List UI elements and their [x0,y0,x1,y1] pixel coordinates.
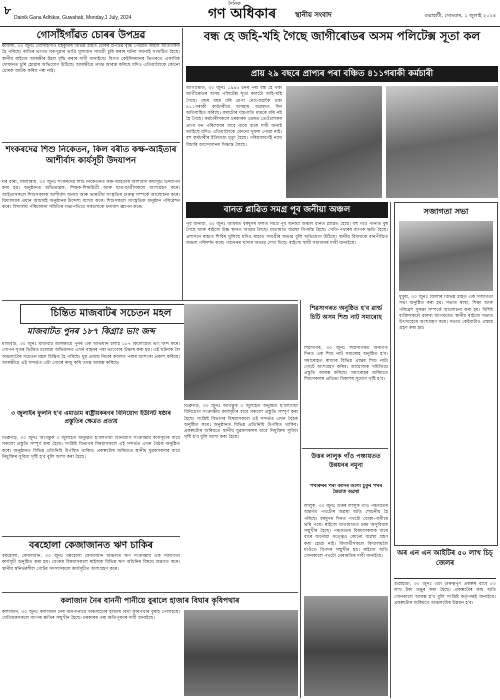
mill-photo-1 [286,86,382,198]
article-3-headline: চিন্তিত মাজবাটৰ সচেতন মহল [20,304,202,324]
article-9-body: শিৱসাগৰ, ৩০ জুনঃ শিৱসাগৰত অনাগত দিনত এক শিশু নাট সমাৰোহ অনুষ্ঠিত হ'ব। সমাৰোহত ৰাজ্যৰ বিভিন্ন প্ৰান্তৰ শিশু নাট্য গোটে অংশগ্ৰহণ কৰিব। আয়োজক সমিতিয়ে প্ৰস্তুতি আৰম্ভ কৰিছে। সমাৰোহৰ জৰিয়তে শিশুসকলৰ প্ৰতিভা বিকাশৰ সুযোগ সৃষ্টি হ'ব। [304,346,388,383]
meeting-photo [399,221,493,291]
flood-field-photo [184,610,298,696]
masthead-small: দৈনিক [228,1,241,7]
article-8-body: পূব জনীয়া, ৩০ জুনঃ অবিৰত বৰষুণৰ ফলত সমগ্ৰ পূব জনীয়া অঞ্চল বানত প্লাৱিত হৈছে। বহু গাঁও পানীত বুৰ গৈছে আৰু ৰাইজে উচ্চ স্থানত আশ্ৰয় লৈছে। যাতায়াত ব্যৱস্থা বিপৰ্যস্ত হৈছে। খেতি-পথাৰৰ ব্যাপক ক্ষতি হৈছে। প্ৰশাসনে ৰাহাত শিবিৰ খুলিছে যদিও ৰাহাত সামগ্ৰীৰ অভাৱ বুলি অভিযোগ উঠিছে। স্থানীয় বিধায়কে বানপীড়িত অঞ্চল পৰিদৰ্শন কৰে। পশুধনৰ খাদ্যৰ অভাৱ দেখা দিছে। ৰাইজে স্থায়ী সমাধানৰ দাবী জনাইছে। [186,222,388,246]
road-photo [304,596,388,696]
article-6-body: কলাজান, ৩০ জুনঃ কলাজান নৈৰ বানপানীয়ে অঞ্চলটোৰ হাজাৰ বিঘা কৃষিপথাৰ বুৰাই পেলাইছে। খেতিয়কসকলে ব্যাপক ক্ষতিৰ সন্মুখীন হৈছে। চৰকাৰৰ পৰা ক্ষতিপূৰণৰ দাবী জনাইছে। [2,610,180,622]
english-dateline: Dainik Gana Adhikar, Guwahati, Monday,1 July, 2024 [14,15,132,21]
article-4-body: ডিব্ৰুগড়, ৩০ জুনঃ আগন্তুক ৩ জুলাইত অনুষ্ঠিত হ'বলগীয়া বিনিয়োগ সংক্ৰান্তীয় কাৰ্যসূচীৰ বাবে সকলো প্ৰস্তুতি সম্পূৰ্ণ কৰা হৈছে। সংশ্লিষ্ট বিভাগৰ বিষয়াসকলে এই সন্দৰ্ভত এখন বৈঠক অনুষ্ঠিত কৰে। অনুষ্ঠানত বিভিন্ন প্ৰতিনিধি উপস্থিত থাকিব। প্ৰকল্পটোৰ জৰিয়তে স্থানীয় যুৱকসকলৰ বাবে নিযুক্তিৰ সুবিধা সৃষ্টি হ'ব বুলি আশা কৰা হৈছে। [2,436,180,460]
section-title: স্থানীয় সংবাদ [295,11,332,19]
article-8-headline: বানত প্লাৱিত সমগ্ৰ পূব জনীয়া অঞ্চল [186,202,388,218]
article-3-subhead: মাজবাটত পুনৰ ১৮৭ কিগ্ৰাঃ ভাং জব্দ [27,327,155,337]
assamese-date: গুৱাহাটী, সোমবাৰ, ১ জুলাই ২০২৪ [424,13,496,19]
article-7-headline: বন্ধ হে জহি-খহি গৈছে জাগীৰোডৰ অসম পলিটেক্স সূতা কল [203,29,481,43]
article-7-body: জাগীৰোড, ৩০ জুনঃ ১৯৯৫ চনৰ পৰা বন্ধ হৈ থকা জাগীৰোডৰ অসম পলিটেক্স সূতা কলটো জহি-খহি গৈছে। বছৰ বছৰ ধৰি প্ৰাপ্য নোপোৱাকৈ থকা ৪১১গৰাকী কৰ্মচাৰীয়ে অসহায় অৱস্থাত দিন অতিবাহিত কৰিছে। কলটোৰ যন্ত্ৰপাতি মামৰে ধৰি নষ্ট হৈ গৈছে। কৰ্মচাৰীসকলে চৰকাৰৰ ওচৰত তেওঁলোকৰ প্ৰাপ্য ধন পৰিশোধৰ বাবে বাৰে বাৰে দাবী জনাই আহিছে যদিও এতিয়ালৈকে কোনো সুফল পোৱা নাই। বহু কৰ্মচাৰীৰ ইতিমধ্যে মৃত্যু হৈছে। পৰিয়ালবৰ্গই ন্যায় বিচাৰি আন্দোলনৰ সিদ্ধান্ত লৈছে। [186,86,282,148]
article-6-headline: কলাজান নৈৰ বাননী পানীয়ে বুৰালে হাজাৰ বিঘাৰ কৃষিপথাৰ [60,596,240,605]
article-4-continued: ডিব্ৰুগড়, ৩০ জুনঃ আগন্তুক ৩ জুলাইত অনুষ্ঠিত হ'বলগীয়া বিনিয়োগ সংক্ৰান্তীয় কাৰ্যসূচীৰ বাবে সকলো প্ৰস্তুতি সম্পূৰ্ণ কৰা হৈছে। সংশ্লিষ্ট বিভাগৰ বিষয়াসকলে এই সন্দৰ্ভত এখন বৈঠক অনুষ্ঠিত কৰে। অনুষ্ঠানত বিভিন্ন প্ৰতিনিধি উপস্থিত থাকিব। প্ৰকল্পটোৰ জৰিয়তে স্থানীয় যুৱকসকলৰ বাবে নিযুক্তিৰ সুবিধা সৃষ্টি হ'ব বুলি আশা কৰা হৈছে। [184,404,298,441]
article-10-body: লালুক, ৩০ জুনঃ উত্তৰ লালুক গাঁও পঞ্চায়তৰ অন্তৰ্গত পথটোৰ অৱস্থা অতি শোচনীয় হৈ পৰিছে। বৰষুণৰ দিনত পথটো বোকা-পানীৰে ভৰি পৰে। ৰাইজে যাতায়াতত চৰম অসুবিধাৰ সন্মুখীন হৈছে। পঞ্চায়তৰ বিষয়াসকলক বাৰে বাৰে জনোৱা সত্ত্বেও কোনো ব্যৱস্থা গ্ৰহণ কৰা হোৱা নাই। বিদ্যাৰ্থীসকলে বিদ্যালয়লৈ যাওঁতে বিপদৰ সন্মুখীন হয়। ৰাইজে অতি সোনকালে পথটো মেৰামতিৰ দাবী জনাইছে। [304,504,388,560]
article-1-headline: গোসাঁইগাঁৱত চোৰৰ উপদ্ৰৱ [2,28,180,44]
article-7-banner: প্ৰায় ২৯ বছৰে প্ৰাপ্যৰ পৰা বঞ্চিত ৪১১গৰাকী কৰ্মচাৰী [186,66,498,82]
masthead-logo: গণ অধিকাৰ [208,6,277,22]
article-3-body: মাজবাট, ৩০ জুনঃ মাজবাট আৰক্ষীয়ে পুনৰ এক অভিযান চলাই ১৮৭ কিলোগ্ৰাম ভাং জব্দ কৰে। গোপন সূত্ৰৰ ভিত্তিত চলোৱা অভিযানত এখন বাহনৰ পৰা ভাংবোৰ উদ্ধাৰ কৰা হয়। এই ঘটনাক লৈ অঞ্চলটোৰ সচেতন মহল চিন্তিত হৈ পৰিছে। যুৱ প্ৰজন্ম নিচাৰ কবলত পৰাৰ আশংকা প্ৰকাশ কৰিছে। আৰক্ষীয়ে এই সন্দৰ্ভত এটা গোচৰ ৰুজু কৰি তদন্ত আৰম্ভ কৰিছে। [2,342,180,366]
article-11-body: ধুবুৰী, ৩০ জুনঃ জিলাৰ বিভিন্ন ঠাইত এক সজাগতা সভা অনুষ্ঠিত কৰা হয়। সভাত স্বাস্থ্য, শিক্ষা আৰু পৰিৱেশ সুৰক্ষা সম্পৰ্কে আলোচনা কৰা হয়। বিশিষ্ট ব্যক্তিসকলে বক্তব্য আগবঢ়ায়। স্থানীয় ৰাইজে সভাত উৎসাহেৰে অংশগ্ৰহণ কৰে। সভাত কেইবাটাও প্ৰস্তাৱ গ্ৰহণ কৰা হয়। [399,295,493,332]
article-10-subhead: পথাৰুৰৰ পৰা কাদিৰ আলী চুকুৰ পথৰ ভৈয়াত অৱস্থা [309,484,383,495]
article-1-body: কাৰ্বাৰী, ৩০ জুনঃ গোসাঁইগাঁও মহকুমাৰ বিভিন্ন ঠাইত চোৰৰ উপদ্ৰৱ বৃদ্ধি পোৱাত ৰাইজ আতংকিত হৈ পৰিছে। ৰাতিৰ ভাগত ঘৰ-দুৱাৰ ভাঙি মূল্যবান সামগ্ৰী চুৰি কৰাৰ ঘটনা সঘনাই সংঘটিত হৈছে। স্থানীয় ৰাইজে আৰক্ষীৰ টহল বৃদ্ধি কৰাৰ দাবী জনাইছে। বিগত কেইদিনমানৰ ভিতৰতে একাধিক দোকানত চুৰি হোৱাৰ অভিযোগ উঠিছে। আৰক্ষীয়ে তদন্ত আৰম্ভ কৰিছে যদিও এতিয়ালৈকে কোনো চোৰক আটক কৰিব পৰা নাই। [2,44,180,75]
article-9-headline: শিৱসাগৰত অনুষ্ঠিত হ'ব ৱাৰ্ল্ড চিটি অসম শিশু নাট সমাৰোহ [309,305,383,321]
page-header [0,0,500,27]
article-10-headline: উত্তৰ লালুক গাঁও পঞ্চায়তত উন্নয়নৰ নমুনা [311,453,381,469]
article-4-headline: ৩ জুলাইৰ ফুলনি হ'ব এমাডাম ৰাষ্ট্ৰীয়কৰণৰ বিনিয়োগ ইউনিট ষষ্ঠাৰ প্ৰস্তুতিৰ ক্ষেত্ৰত প্ৰত্যয় [11,410,171,425]
article-11-headline: সজাগতা সভা [423,207,469,216]
sidebar-box [394,202,498,546]
article-2-body: ঘৰ বাৰী, জিলাৰীয়, ৩০ জুনঃ শংকৰদেৱ শিশু নিকেতনত কক্ষ-আইতাৰ আশীৰ্বাদ কাৰ্যসূচী উদযাপন কৰা হয়। অনুষ্ঠানত অভিভাৱক, শিক্ষক-শিক্ষয়িত্ৰী আৰু ছাত্ৰ-ছাত্ৰীসকলে অংশগ্ৰহণ কৰে। আইতাসকলে শিশুসকলক আশীৰ্বাদ জনায় আৰু ভাৰতীয় সংস্কৃতিৰ গুৰুত্ব সম্পৰ্কে আলোচনা কৰে। বিদ্যালয়ৰ প্ৰধান আচাৰ্যই অনুষ্ঠানৰ উদ্দেশ্য ব্যাখ্যা কৰে। শিশুসকলে সাংস্কৃতিক অনুষ্ঠান পৰিৱেশন কৰে। বিদ্যালয় পৰিচালনা সমিতিৰ সভাপতিয়ে সকলোকে ধন্যবাদ জ্ঞাপন কৰে। [2,180,180,211]
article-12-body: গুৱাহাটী, ৩০ জুনঃ এটা গুৰুত্বপূৰ্ণ প্ৰকল্পৰ বাবে ৫০ লাখ টকা মঞ্জুৰ কৰা হৈছে। প্ৰকল্পটোৰ কাম অতি সোনকালে আৰম্ভ হ'ব বুলি সংশ্লিষ্ট কৰ্তৃপক্ষই জনাইছে। প্ৰকল্পটোৰ জৰিয়তে অঞ্চলটোৰ উন্নয়ন হ'ব। [394,582,496,606]
article-5-body: বৰহোলা, কেজাজান, ৩০ জুনঃ বৰহোলা কেজাজান অঞ্চলত ঋণ সংক্ৰান্তীয় এক সজাগতা কাৰ্যসূচী অনুষ্ঠিত কৰা হয়। বেংকৰ বিষয়াসকলে ৰাইজক বিভিন্ন ঋণ আঁচনিৰ বিষয়ে অৱগত কৰে। স্থানীয় স্বনিৰ্ভৰশীল গোটৰ সদস্যসকলে কাৰ্যসূচীত অংশগ্ৰহণ কৰে। [2,554,180,572]
page-number: ৮ [4,5,12,17]
mill-photo-2 [386,86,498,198]
article-12-headline: অৰ এন এন আইটিৰ ৫০ লাখ চিচ্ জেলৰ [394,548,496,579]
drug-seizure-photo [184,304,298,400]
article-5-headline: বৰহোলা কেজাজানত ঋণ চাকিৰ [29,540,153,551]
article-2-headline: শংকৰদেৱ শিশু নিকেতন, কিল বৰীত কক্ষ-আইতাৰ আশীৰ্বাদ কাৰ্যসূচী উদযাপন [5,145,177,166]
